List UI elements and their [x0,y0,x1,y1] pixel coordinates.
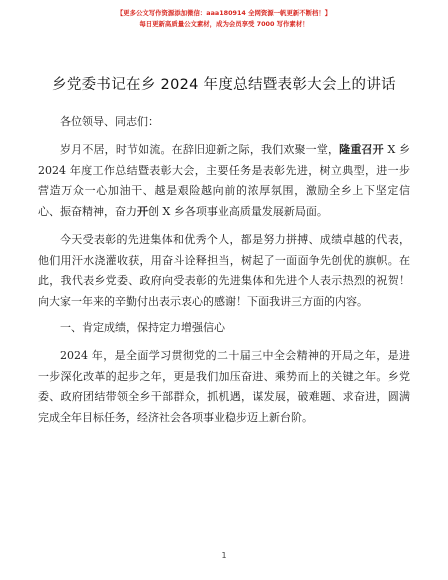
paragraph-commendation: 今天受表彰的先进集体和优秀个人，都是努力拼搏、成绩卓越的代表，他们用汗水浇灌收获，用奋斗诠释担当，树起了一面面争先创优的旗帜。在此，我代表乡党委、政府向受表彰的先进集体和先进个人表示热烈的祝贺！向大家一年来的辛勤付出表示衷心的感谢！下面我讲三方面的内容。 [38,233,410,308]
document-title: 乡党委书记在乡 2024 年度总结暨表彰大会上的讲话 [52,77,396,93]
promo-banner [38,8,410,30]
paragraph-intro-bold-b: 开 [137,204,148,218]
paragraph-achievements: 2024 年，是全面学习贯彻党的二十届三中全会精神的开局之年，是进一步深化改革的起步之年，更是我们加压奋进、乘势而上的关键之年。乡党委、政府团结带领全乡干部群众，抓机遇，谋发展，破难题、求奋进，圆满完成全年目标任务，经济社会各项事业稳步迈上新台阶。 [38,349,410,424]
paragraph-intro-bold-a: 隆重召开 [339,143,384,156]
promo-banner-line1: 【更多公文写作资源添加微信：aaa180914 全网资源一帆更新不断档！】 [116,9,332,17]
paragraph-intro-text-c: 创 X 乡各项事业高质量发展新局面。 [148,204,328,218]
paragraph-intro-text-b: X 乡 2024 年度工作总结暨表彰大会，主要任务是表彰先进，树立典型，进一步营造万众一心加油干、越是艰险越向前的浓厚氛围，激励全乡上下坚定信心、振奋精神，奋力 [38,143,411,218]
page-number: 1 [221,551,227,560]
greeting: 各位领导、同志们： [60,115,159,128]
paragraph-intro-text-a: 岁月不居，时节如流。在辞旧迎新之际，我们欢聚一堂， [60,143,340,156]
promo-banner-line2: 每日更新高质量公文素材，成为会员享受 7000 写作素材！ [139,20,309,28]
paragraph-intro [38,140,410,222]
section-heading-1: 一、肯定成绩，保持定力增强信心 [60,321,225,334]
